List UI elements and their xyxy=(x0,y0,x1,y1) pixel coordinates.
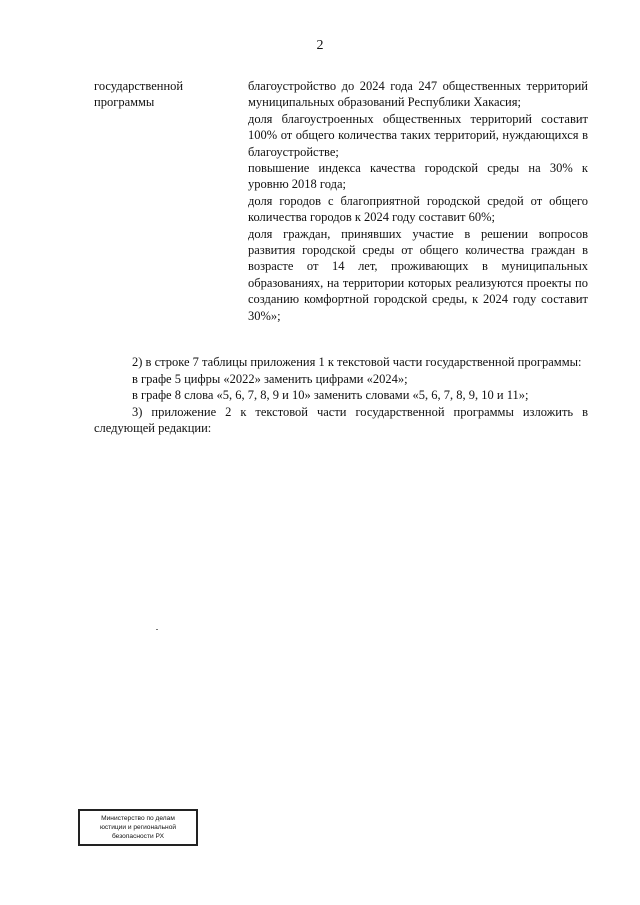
stamp-line: безопасности РХ xyxy=(111,833,164,840)
content-paragraph: доля городов с благоприятной городской средой от общего количества городов к 2024 году составит 60%; xyxy=(248,193,588,225)
row-content xyxy=(248,78,588,324)
content-paragraph: доля благоустроенных общественных территорий составит 100% от общего количества таких территорий, нуждающихся в благоустройстве; xyxy=(248,111,588,159)
row-label: государственной программы xyxy=(94,79,184,110)
body-paragraph: 3) приложение 2 к текстовой части государственной программы изложить в следующей редакции: xyxy=(94,404,588,436)
body-paragraph: 2) в строке 7 таблицы приложения 1 к текстовой части государственной программы: xyxy=(132,355,582,369)
scan-speck xyxy=(156,629,158,630)
body-paragraph: в графе 5 цифры «2022» заменить цифрами «2024»; xyxy=(132,371,408,386)
body-paragraph: в графе 8 слова «5, 6, 7, 8, 9 и 10» заменить словами «5, 6, 7, 8, 9, 10 и 11»; xyxy=(132,388,529,403)
document-body xyxy=(94,354,588,437)
stamp-line: юстиции и региональной xyxy=(99,824,177,831)
content-paragraph: доля граждан, принявших участие в решении вопросов развития городской среды от общего количества граждан в возрасте от 14 лет, проживающих в муниципальных образованиях, на территории которых реализуются проекты по созданию комфортной городской среды, к 2024 году составит 30%»; xyxy=(248,226,588,323)
ministry-stamp xyxy=(78,809,198,846)
stamp-line: Министерство по делам xyxy=(101,815,175,822)
content-paragraph: благоустройство до 2024 года 247 общественных территорий муниципальных образований Республики Хакасия; xyxy=(248,79,588,110)
page-number: 2 xyxy=(316,38,324,53)
content-paragraph: повышение индекса качества городской среды на 30% к уровню 2018 года; xyxy=(248,161,588,192)
